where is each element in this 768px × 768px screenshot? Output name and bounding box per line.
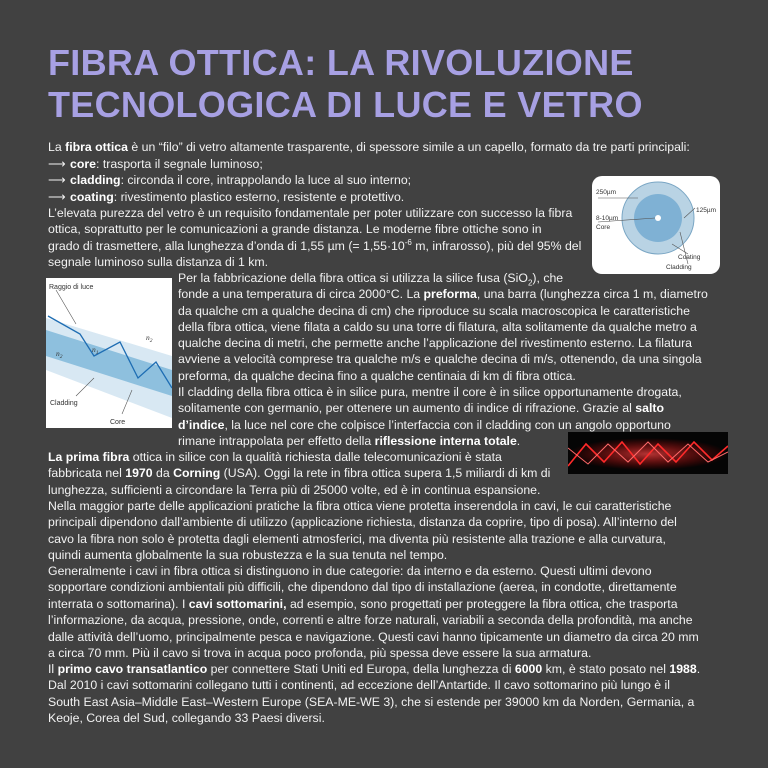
transatlantic-paragraph: Il primo cavo transatlantico per connettere Stati Uniti ed Europa, della lunghezza di 6000 km, è stato posato nel 1988. Dal 2010 i cavi sottomarini collegano tutti i continenti, ad eccezione dell’Antartide. Il cavo sottomarino più lungo è il South East Asia–Middle East–Western Europe (SEA-ME-WE 3), che si estende per 39000 km da Norden, Germania, a Keoje, Corea del Sud, collegando 33 Paesi diversi. [48,662,701,725]
page-title [48,42,728,126]
ray-diagram [46,278,172,428]
intro-paragraph: La fibra ottica è un “filo” di vetro altamente trasparente, di spessore simile a un capello, formato da tre parti principali: [48,140,690,154]
list-item: ⟶ coating: rivestimento plastico esterno, resistente e protettivo. [48,189,405,204]
first-fiber-paragraph: La prima fibra ottica in silice con la qualità richiesta dalle telecomunicazioni è stata fabbricata nel 1970 da Corning (USA). Oggi la rete in fibra ottica supera 1,5 miliardi di km di lunghezza, sufficienti a circondare la Terra più di 25000 volte, ed è in continua espansione. [48,450,551,497]
label-8-10um: 8-10µm [596,215,619,222]
fabrication-paragraph: Per la fabbricazione della fibra ottica si utilizza la silice fusa (SiO$_2$), che fonde a una temperatura di circa 2000°C. La preforma, una barra (lunghezza circa 1 m, diametro da qualche cm a qualche decina di cm) che riproduce su scala macroscopica le caratteristiche della fibra ottica, viene filata a caldo su una torre di filatura, alta solitamente da qualche metro a qualche decina di metri, che permette anche l’applicazione del rivestimento esterno. La filatura avviene a velocità comprese tra qualche m/s e qualche decina di m/s, ottenendo, da una singola preforma, da qualche decina fino a qualche centinaia di km di fibra ottica. Il cladding della fibra ottica è in silice pura, mentre il core è in silice opportunamente drogata, solitamente con germanio, per ottenere un aumento di indice di rifrazione. Grazie al salto d’indice, la luce nel core che colpisce l’interfaccia con il cladding con un angolo opportuno rimane intrappolata per effetto della riflessione interna totale. [178,271,708,448]
total-internal-reflection-figure [46,278,172,428]
list-item: ⟶ core: trasporta il segnale luminoso; [48,157,263,171]
arrow-right-icon: ⟶ [48,173,66,188]
arrow-right-icon: ⟶ [48,157,66,171]
label-core: Core [596,224,611,231]
fiber-cross-section-diagram [592,176,720,274]
label-core-ray: Core [110,419,126,426]
applications-paragraph: Nella maggior parte delle applicazioni pratiche la fibra ottica viene protetta inserendola in cavi, le cui caratteristiche principali dipendono dall’ambiente di utilizzo (applicazione richiesta, distanza da coprire, tipo di posa). All’interno del cavo la fibra non solo è protetta dagli elementi atmosferici, ma diventa più resistente alla trazione e alla curvatura, quindi aumenta globalmente la sua robustezza e la sua tenuta nel tempo. Generalmente i cavi in fibra ottica si distinguono in due categorie: da interno e da esterno. Questi ultimi devono sopportare condizioni ambientali più difficili, che dipendono dal tipo di installazione (aerea, in condotte, direttamente [48,499,677,595]
label-125um: 125µm [696,207,717,214]
label-cladding-ray: Cladding [50,400,78,407]
laser-fiber-photo [568,432,728,474]
title-line-2: TECNOLOGICA DI LUCE E VETRO [48,84,643,125]
label-raggio: Raggio di luce [49,284,94,291]
label-cladding: Cladding [666,264,692,271]
title-line-1: FIBRA OTTICA: LA RIVOLUZIONE [48,42,634,83]
list-item: ⟶ cladding: circonda il core, intrappolando la luce al suo interno; [48,173,412,188]
submarine-paragraph: interrata o sottomarina). I cavi sottomarini, ad esempio, sono progettati per proteggere la fibra ottica, che trasporta l’informazione, da acqua, pressione, onde, correnti e altre forze naturali, variabili a seconda della profondità, ma anche dalle attività dell’uomo, principalmente pesca e navigazione. Questi cavi hanno tipicamente un diametro da circa 20 mm a circa 70 mm. Più il cavo si trova in acqua poco profonda, più spessa deve essere la sua armatura. [48,597,699,660]
purity-paragraph: L’elevata purezza del vetro è un requisito fondamentale per poter utilizzare con successo la fibra ottica, soprattutto per le comunicazioni a grande distanza. Le moderne fibre ottiche sono in grado di trasmettere, alla lunghezza d’onda di 1,55 µm (= $1,55\cdot 10^{-6}$ m, infrarosso), più del 95% del segnale luminoso sulla distanza di 1 km. [48,206,582,269]
svg-text:n2: $n_2$ [146,333,153,344]
label-coating: Coating [678,254,701,261]
arrow-right-icon: ⟶ [48,189,66,204]
core-circle [655,215,661,221]
fiber-cross-section-figure [592,176,720,274]
svg-text:n2: $n_2$ [56,349,63,360]
parts-list [48,156,411,205]
svg-text:n1: $n_1$ [92,345,99,356]
label-250um: 250µm [596,189,617,196]
